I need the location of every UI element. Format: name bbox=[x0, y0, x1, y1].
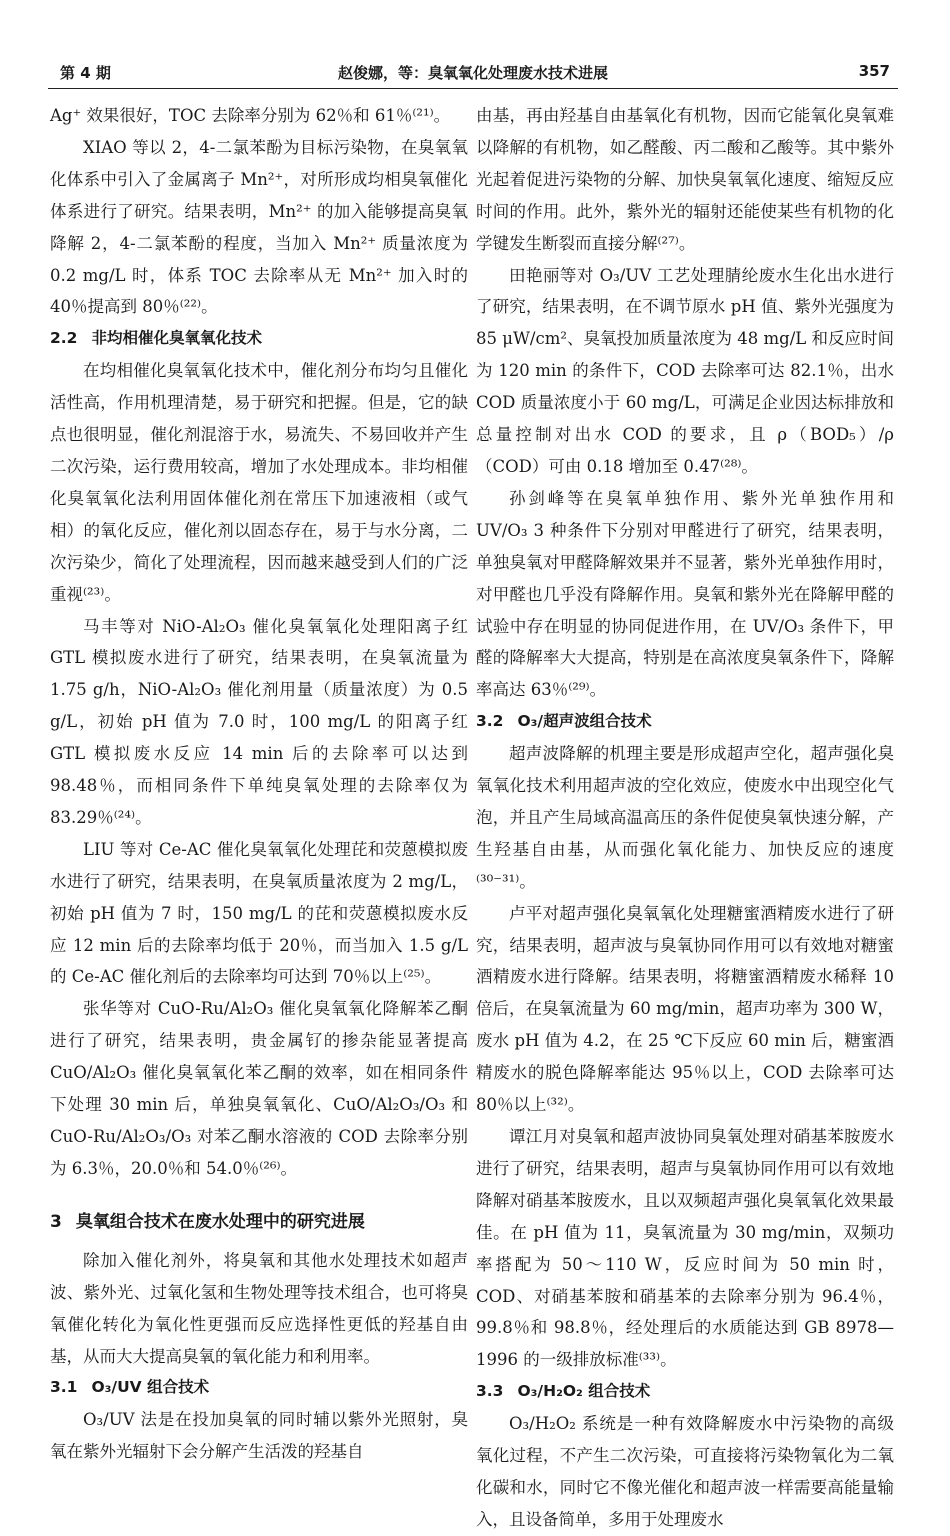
left-column bbox=[50, 100, 468, 1468]
paragraph: O₃/H₂O₂ 系统是一种有效降解废水中污染物的高级氧化过程，不产生二次污染，可直接将污染物氧化为二氧化碳和水，同时它不像光催化和超声波一样需要高能量输入，且设备简单，多用于处理废水 bbox=[476, 1414, 894, 1529]
chapter-number: 3 bbox=[50, 1211, 62, 1232]
issue-label: 第 4 期 bbox=[60, 64, 111, 82]
section-number: 3.1 bbox=[50, 1378, 78, 1397]
paragraph: 在均相催化臭氧氧化技术中，催化剂分布均匀且催化活性高，作用机理清楚，易于研究和把握。但是，它的缺点也很明显，催化剂混溶于水，易流失、不易回收并产生二次污染，运行费用较高，增加了水处理成本。非均相催化臭氧氧化法利用固体催化剂在常压下加速液相（或气相）的氧化反应，催化剂以固态存在，易于与水分离，二次污染少，简化了处理流程，因而越来越受到人们的广泛重视⁽²³⁾。 bbox=[50, 361, 468, 604]
paragraph: 马丰等对 NiO-Al₂O₃ 催化臭氧氧化处理阳离子红 GTL 模拟废水进行了研究，结果表明，在臭氧流量为 1.75 g/h，NiO-Al₂O₃ 催化剂用量（质量浓度）为 0.5 g/L，初始 pH 值为 7.0 时，100 mg/L 的阳离子红 GTL 模拟废水反应 14 min 后的去除率可以达到98.48％，而相同条件下单纯臭氧处理的去除率仅为 83.29％⁽²⁴⁾。 bbox=[50, 616, 468, 827]
paragraph: 谭江月对臭氧和超声波协同臭氧处理对硝基苯胺废水进行了研究，结果表明，超声与臭氧协同作用可以有效地降解对硝基苯胺废水，且以双频超声强化臭氧氧化效果最佳。在 pH 值为 11，臭氧流量为 30 mg/min，双频功率搭配为 50～110 W，反应时间为 50 min 时，COD、对硝基苯胺和硝基苯的去除率分别为 96.4％，99.8％和 98.8％，经处理后的水质能达到 GB 8978—1996 的一级排放标准⁽³³⁾。 bbox=[476, 1127, 894, 1370]
running-header bbox=[48, 58, 898, 89]
paragraph: 田艳丽等对 O₃/UV 工艺处理腈纶废水生化出水进行了研究，结果表明，在不调节原水 pH 值、紫外光强度为 85 μW/cm²、臭氧投加质量浓度为 48 mg/L 和反应时间为 120 min 的条件下，COD 去除率可达 82.1％，出水 COD 质量浓度小于 60 mg/L，可满足企业因达标排放和总量控制对出水 COD 的要求，且 ρ（BOD₅）/ρ（COD）可由 0.18 增加至 0.47⁽²⁸⁾。 bbox=[476, 265, 894, 476]
paragraph: XIAO 等以 2，4-二氯苯酚为目标污染物，在臭氧氧化体系中引入了金属离子 Mn²⁺，对所形成均相臭氧催化体系进行了研究。结果表明，Mn²⁺ 的加入能够提高臭氧降解 2，4-二氯苯酚的程度，当加入 Mn²⁺ 质量浓度为 0.2 mg/L 时，体系 TOC 去除率从无 Mn²⁺ 加入时的 40％提高到 80％⁽²²⁾。 bbox=[50, 137, 468, 317]
section-heading bbox=[476, 1376, 894, 1408]
section-heading bbox=[476, 706, 894, 738]
paragraph: Ag⁺ 效果很好，TOC 去除率分别为 62％和 61％⁽²¹⁾。 bbox=[50, 106, 451, 125]
section-heading bbox=[50, 1372, 468, 1404]
chapter-heading bbox=[50, 1207, 468, 1237]
section-number: 2.2 bbox=[50, 329, 78, 348]
section-title: O₃/超声波组合技术 bbox=[517, 712, 652, 731]
paragraph: 卢平对超声强化臭氧氧化处理糖蜜酒精废水进行了研究，结果表明，超声波与臭氧协同作用可以有效地对糖蜜酒精废水进行降解。结果表明，将糖蜜酒精废水稀释 10 倍后，在臭氧流量为 60 mg/min，超声功率为 300 W，废水 pH 值为 4.2，在 25 ℃下反应 60 min 后，糖蜜酒精废水的脱色降解率能达 95％以上，COD 去除率可达 80％以上⁽³²⁾。 bbox=[476, 903, 894, 1115]
section-title: O₃/UV 组合技术 bbox=[91, 1378, 210, 1397]
paragraph: 除加入催化剂外，将臭氧和其他水处理技术如超声波、紫外光、过氧化氢和生物处理等技术组合，也可将臭氧催化转化为氧化性更强而反应选择性更低的羟基自由基，从而大大提高臭氧的氧化能力和利用率。 bbox=[50, 1250, 468, 1366]
running-title: 赵俊娜，等：臭氧氧化处理废水技术进展 bbox=[337, 64, 608, 82]
paragraph: 由基，再由羟基自由基氧化有机物，因而它能氧化臭氧难以降解的有机物，如乙醛酸、丙二酸和乙酸等。其中紫外光起着促进污染物的分解、加快臭氧氧化速度、缩短反应时间的作用。此外，紫外光的辐射还能使某些有机物的化学键发生断裂而直接分解⁽²⁷⁾。 bbox=[476, 106, 894, 253]
paragraph: LIU 等对 Ce-AC 催化臭氧氧化处理芘和荧蒽模拟废水进行了研究，结果表明，在臭氧质量浓度为 2 mg/L，初始 pH 值为 7 时，150 mg/L 的芘和荧蒽模拟废水反应 12 min 后的去除率均低于 20％，而当加入 1.5 g/L 的 Ce-AC 催化剂后的去除率均可达到 70％以上⁽²⁵⁾。 bbox=[50, 839, 468, 987]
paragraph: 张华等对 CuO-Ru/Al₂O₃ 催化臭氧氧化降解苯乙酮进行了研究，结果表明，贵金属钌的掺杂能显著提高 CuO/Al₂O₃ 催化臭氧氧化苯乙酮的效率，如在相同条件下处理 30 min 后，单独臭氧氧化、CuO/Al₂O₃/O₃ 和 CuO-Ru/Al₂O₃/O₃ 对苯乙酮水溶液的 COD 去除率分别为 6.3％，20.0％和 54.0％⁽²⁶⁾。 bbox=[50, 999, 468, 1178]
page-number: 357 bbox=[858, 62, 890, 80]
chapter-title: 臭氧组合技术在废水处理中的研究进展 bbox=[75, 1211, 365, 1232]
paragraph: O₃/UV 法是在投加臭氧的同时辅以紫外光照射，臭氧在紫外光辐射下会分解产生活泼的羟基自 bbox=[50, 1410, 468, 1462]
section-heading bbox=[50, 323, 468, 355]
section-number: 3.2 bbox=[476, 712, 504, 731]
section-number: 3.3 bbox=[476, 1382, 504, 1401]
paragraph: 孙剑峰等在臭氧单独作用、紫外光单独作用和 UV/O₃ 3 种条件下分别对甲醛进行了研究，结果表明，单独臭氧对甲醛降解效果并不显著，紫外光单独作用时，对甲醛也几乎没有降解作用。臭氧和紫外光在降解甲醛的试验中存在明显的协同促进作用，在 UV/O₃ 条件下，甲醛的降解率大大提高，特别是在高浓度臭氧条件下，降解率高达 63％⁽²⁹⁾。 bbox=[476, 488, 894, 700]
paragraph: 超声波降解的机理主要是形成超声空化，超声强化臭氧氧化技术利用超声波的空化效应，使废水中出现空化气泡，并且产生局域高温高压的条件促使臭氧快速分解，产生羟基自由基，从而强化氧化能力、加快反应的速度⁽³⁰⁻³¹⁾。 bbox=[476, 744, 894, 891]
right-column bbox=[476, 100, 894, 1536]
section-title: 非均相催化臭氧氧化技术 bbox=[91, 329, 262, 348]
section-title: O₃/H₂O₂ 组合技术 bbox=[517, 1382, 651, 1401]
